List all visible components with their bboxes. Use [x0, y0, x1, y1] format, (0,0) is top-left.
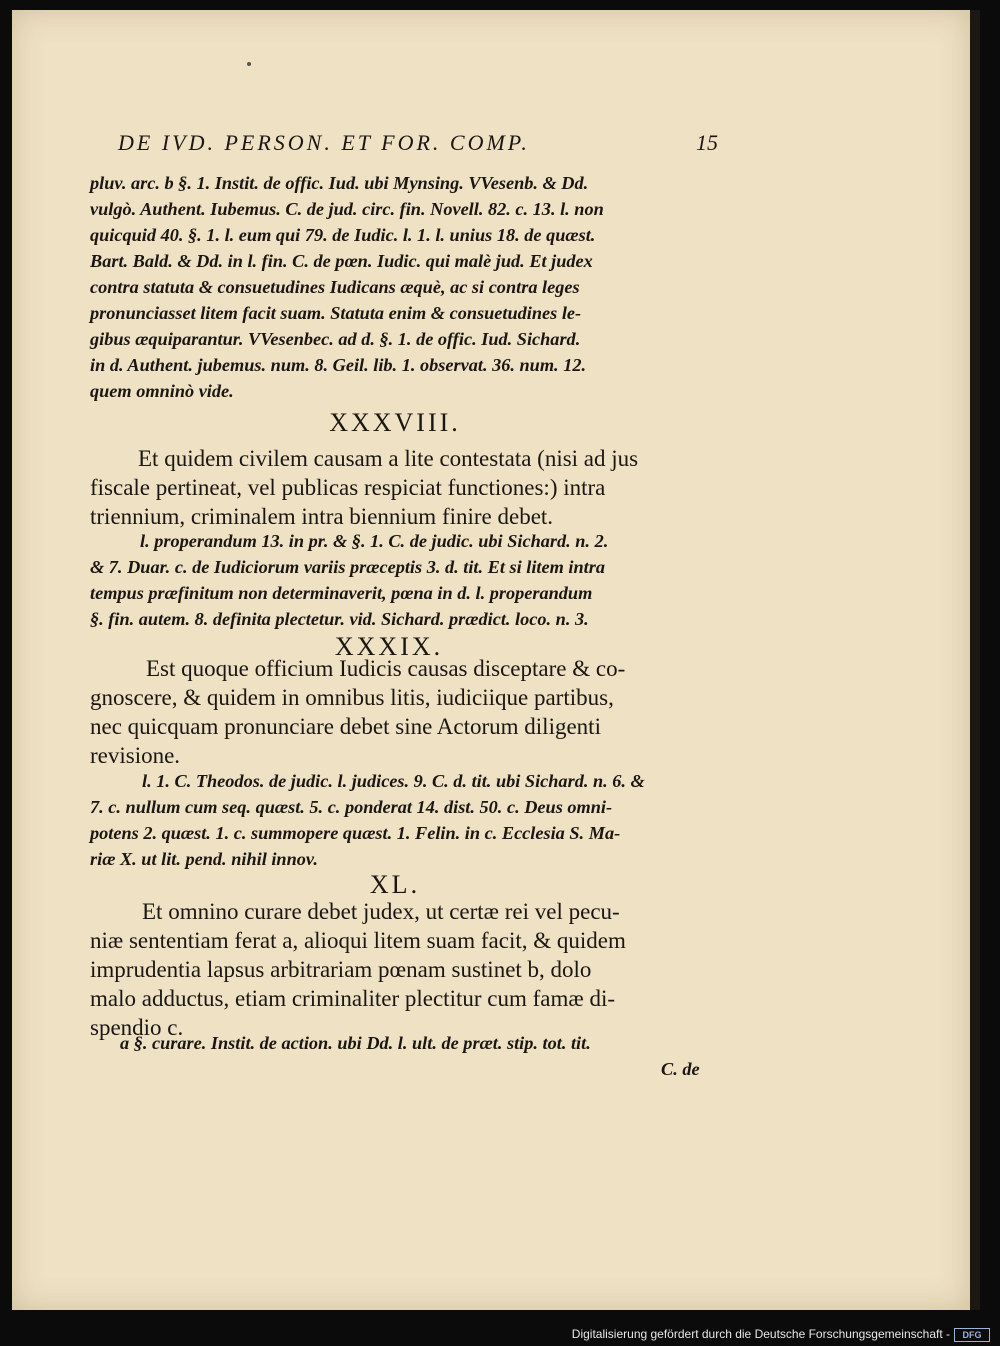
text-line: imprudentia lapsus arbitrariam pœnam sustinet b, dolo — [90, 957, 592, 982]
section-heading-xxxviii: XXXVIII. — [329, 408, 461, 437]
digitization-footer — [0, 1322, 1000, 1346]
note-line: in d. Authent. jubemus. num. 8. Geil. lib. 1. observat. 36. num. 12. — [90, 355, 587, 375]
footnote-block-1 — [90, 170, 604, 404]
text-line: triennium, criminalem intra biennium finire debet. — [90, 504, 554, 529]
note-line: l. 1. C. Theodos. de judic. l. judices. 9. C. d. tit. ubi Sichard. n. 6. & — [142, 771, 645, 791]
section-heading-xxxix: XXXIX. — [334, 632, 444, 661]
section-heading-xl: XL. — [369, 870, 421, 899]
text-line: Et quidem civilem causam a lite contestata (nisi ad jus — [138, 446, 639, 471]
running-title: DE IVD. PERSON. ET FOR. COMP. — [118, 130, 530, 155]
note-line: Bart. Bald. & Dd. in l. fin. C. de pœn. Iudic. qui malè jud. Et judex — [90, 251, 593, 271]
ink-speck — [247, 62, 251, 66]
text-line: niæ sententiam ferat a, alioqui litem suam facit, & quidem — [90, 928, 626, 953]
text-line: nec quicquam pronunciare debet sine Actorum diligenti — [90, 714, 601, 739]
page-number: 15 — [696, 130, 718, 155]
paragraph-xxxix — [90, 654, 625, 770]
note-line: contra statuta & consuetudines Iudicans æquè, ac si contra leges — [90, 277, 580, 297]
text-line: fiscale pertineat, vel publicas respiciat functiones:) intra — [90, 475, 606, 500]
note-line: & 7. Duar. c. de Iudiciorum variis præceptis 3. d. tit. Et si litem intra — [90, 557, 605, 577]
note-line: quicquid 40. §. 1. l. eum qui 79. de Iudic. l. 1. l. unius 18. de quæst. — [90, 225, 596, 245]
text-line: malo adductus, etiam criminaliter plectitur cum famæ di- — [90, 986, 616, 1011]
note-line: 7. c. nullum cum seq. quæst. 5. c. ponderat 14. dist. 50. c. Deus omni- — [90, 797, 613, 817]
note-line: vulgò. Authent. Iubemus. C. de jud. circ. fin. Novell. 82. c. 13. l. non — [90, 199, 604, 219]
note-line: §. fin. autem. 8. definita plectetur. vid. Sichard. prædict. loco. n. 3. — [90, 609, 589, 629]
catchword: C. de — [661, 1059, 700, 1079]
dfg-logo: DFG — [954, 1328, 990, 1342]
note-line: gibus æquiparantur. VVesenbec. ad d. §. 1. de offic. Iud. Sichard. — [90, 329, 581, 349]
note-line: pluv. arc. b §. 1. Instit. de offic. Iud. ubi Mynsing. VVesenb. & Dd. — [90, 173, 589, 193]
note-line: quem omninò vide. — [90, 381, 234, 401]
note-line: l. properandum 13. in pr. & §. 1. C. de judic. ubi Sichard. n. 2. — [140, 531, 609, 551]
note-line: riæ X. ut lit. pend. nihil innov. — [90, 849, 318, 869]
paragraph-xxxviii — [90, 444, 638, 531]
running-header — [118, 130, 718, 162]
digitization-credit: Digitalisierung gefördert durch die Deutsche Forschungsgemeinschaft - — [571, 1327, 950, 1341]
footnote-a: a §. curare. Instit. de action. ubi Dd. l. ult. de præt. stip. tot. tit. — [120, 1033, 591, 1053]
footnote-block-2 — [90, 528, 608, 632]
note-line: potens 2. quæst. 1. c. summopere quæst. 1. Felin. in c. Ecclesia S. Ma- — [90, 823, 621, 843]
text-line: Et omnino curare debet judex, ut certæ rei vel pecu- — [142, 899, 620, 924]
note-line: tempus præfinitum non determinaverit, pœna in d. l. properandum — [90, 583, 593, 603]
note-line: pronunciasset litem facit suam. Statuta enim & consuetudines le- — [90, 303, 582, 323]
footnote-block-3 — [90, 768, 645, 872]
text-line: gnoscere, & quidem in omnibus litis, iudiciique partibus, — [90, 685, 614, 710]
paragraph-xl — [90, 897, 626, 1042]
text-line: spendio c. — [90, 1015, 184, 1040]
text-line: Est quoque officium Iudicis causas disceptare & co- — [146, 656, 626, 681]
text-line: revisione. — [90, 743, 181, 768]
